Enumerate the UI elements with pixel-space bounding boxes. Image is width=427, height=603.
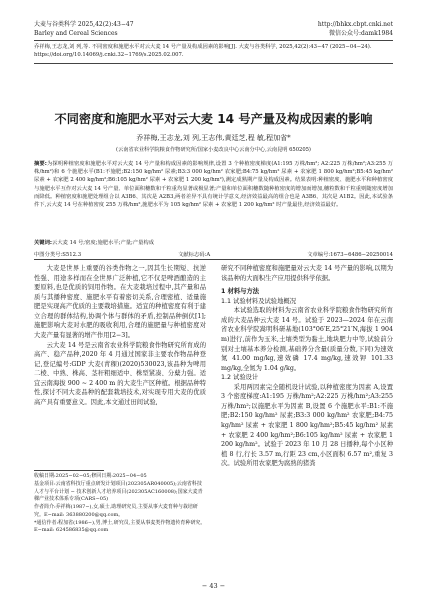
article-title: 不同密度和施肥水平对云大麦 14 号产量及构成因素的影响: [54, 112, 373, 126]
document-code: 文献标志码:A: [178, 252, 211, 258]
citation-rule: [34, 63, 393, 64]
paragraph: 研究不同种植密度和施肥量对云大麦 14 号产量的影响,以期为该品种的大面积生产应用提供科学依据。: [221, 265, 393, 282]
paragraph: 采用两因素完全随机设计试验,以种植密度为因素 A,设置 3 个密度梯度:A1:195 万株/hm²;A2:225 万株/hm²;A3:255 万株/hm²;以施肥水平为因素 B,设置 6 个施肥水平:B1:不施肥;B2:150 kg/hm² 尿素;B3:3 000 kg/hm² 农家肥;B4:75 kg/hm² 尿素 + 农家肥 1 800 kg/hm²;B5:45 kg/hm² 尿素 + 农家肥 2 400 kg/hm²;B6:105 kg/hm² 尿素 + 农家肥 1 200 kg/hm²。试验于 2023 年 10 月 28 日播种,每个小区种植 8 行,行长 3.57 m,行距 23 cm,小区面积 6.57 m²,重复 3 次。试验所用农家肥为腐熟的猪粪: [221, 383, 393, 468]
header-rule: [34, 40, 393, 41]
classification-line: [34, 250, 393, 258]
citation-block: 乔祥梅,王志龙,刘 列,等. 不同密度和施肥水平对云大麦 14 号产量及构成因素的影响[J]. 大麦与谷类科学, 2025,42(2):43−47 (2025−04−24). https://doi.org/10.14069/j.cnki.32−1769/s.2025.02.007.: [34, 44, 372, 58]
footnotes: [34, 473, 206, 535]
paragraph: 本试验选取的材料为云南省农业科学院粮食作物研究所育成的大麦品种云大麦 14 号。试验于 2023—2024 年在云南省农业科学院嵩明科研基地(103°06′E,25°21′N,海拔 1 904 m)进行,前作为玉米,土壤类型为黏土,地块肥力中等,试验前分别对土壤基本养分检测,基础养分含量(质量分数,下同)为速效氮 41.00 mg/kg,速效磷 17.4 mg/kg,速效钾 101.33 mg/kg,全氮为 1.04 g/kg。: [221, 307, 393, 372]
affiliation: (云南省农业科学院粮食作物研究所/国家小麦改良中心云南分中心,云南昆明 650205): [116, 147, 311, 153]
wechat-account: 微信公众号:damk1984: [328, 29, 393, 37]
journal-name-cn: 大麦与谷类科学 2025,42(2):43−47: [34, 21, 134, 28]
abstract-rule: [34, 259, 393, 260]
body-column-right: [221, 264, 393, 469]
footnote-corresponding: *通信作者:程加省(1986−),男,博士,研究员,主要从事麦类作物遗传育种研究。E−mail: 624586835@qq.com: [34, 519, 206, 533]
footnote-rule: [34, 470, 104, 471]
running-header-right: [193, 21, 393, 38]
keywords: [34, 240, 393, 248]
subsection-heading: 1.1 试验材料及试验地概况: [221, 297, 296, 305]
paragraph: 大麦是世界上重要的谷类作物之一,因其生长期短、抗逆性强、用途多样而在全世界广泛种植,它不仅是啤酒酿造的主要原料,也是优质的饲用作物。在大麦栽培过程中,其产量和品质与其播种密度、施肥水平有着密切关系,合理密植、适量施肥是实现高产优质的主要栽培措施。适宜的种植密度有利于建立合理的群体结构,协调个体与群体的矛盾,控制品种倒伏[1];施肥影响大麦对水肥的吸收利用,合理的施肥量与种植密度对大麦产量有显著的增产作用[2−3]。: [34, 265, 206, 339]
abstract: [34, 160, 393, 209]
article-number: 文章编号:1673−6486−20250014: [307, 252, 393, 258]
keywords-text: 云大麦 14 号;密度;施肥水平;产量;产量构成: [52, 240, 155, 246]
page-number: − 43 −: [201, 582, 226, 590]
section-heading: 1 材料与方法: [221, 288, 260, 296]
paragraph: 云大麦 14 号是云南省农业科学院粮食作物研究所育成的高产、稳产品种,2020 年 4 月通过国家非主要农作物品种登记,登记编号:GDP 大麦(青稞)(2020)530023,该品种为啤用二棱、中熟、株高、茎秆粗细适中、株型紧凑、分蘖力强。适宜云南海拔 900 ~ 2 400 m 的大麦生产区种植。根据品种特性,探讨不同大麦品种的配套栽培技术,对实现专用大麦的优质高产具有重要意义。因此,本文通过田间试验,: [34, 341, 206, 406]
keywords-label: 关键词:: [34, 240, 53, 246]
body-column-left: [34, 264, 206, 407]
footnote-funding: 基金项目:云南省科技厅重点研发计划项目(202305AR040005);云南省科技人才与平台计划 − 技术创新人才培养项目(202305AC160008);国家大麦青稞产业技术体系专项(CARS−05): [34, 481, 203, 502]
author-list: 乔祥梅,王志龙,刘 列,王志伟,黄廷芝,程 敏,程加省*: [136, 134, 291, 142]
subsection-heading: 1.2 试验设计: [221, 374, 259, 382]
abstract-text: 为探明种植密度和施肥水平对云大麦 14 号产量和构成因素的影响规律,设置 3 个种植密度梯度(A1:195 万株/hm²; A2:225 万株/hm²;A3:255 万株/hm²)和 6 个施肥水平(B1:不施肥;B2:150 kg/hm² 尿素;B3:3 000 kg/hm² 农家肥;B4:75 kg/hm² 尿素 + 农家肥 1 800 kg/hm²;B5:45 kg/hm² 尿素 + 农家肥 2 400 kg/hm²;B6:105 kg/hm² 尿素 + 农家肥 1 200 kg/hm²),测定成熟期产量及构成因素。结果表明:种植密度、施肥水平和种植密度与施肥水平互作对云大麦 14 号产量、单位面积穗数和千粒重均显著或极显著;产量和单位面积穗数随种植密度的增加而增加,穗粒数和千粒重则随密度增加而降低。种植密度和施肥处理组合以 A3B6、其次是 A2B3,两者差异不具有统计学意义,经济效益最高的组合也是 A3B6、其次是 A1B2。因此,本试验条件下,云大麦 14 号在种植密度 255 万株/hm²,施肥水平为 105 kg/hm² 尿素 + 农家肥 1 200 kg/hm² 时产量最佳,经济效益最好。: [34, 161, 393, 209]
footnote-received: 收稿日期:2025−02−05;修回日期:2025−04−05: [34, 473, 147, 479]
footnote-author: 作者简介:乔祥梅(1987−),女,硕士,助理研究员,主要从事大麦育种与栽培研究。E−mail: 363880200@qq.com。: [34, 504, 198, 518]
abstract-label: 摘要:: [34, 161, 47, 167]
clc-number: 中图分类号:S512.3: [34, 252, 82, 258]
journal-name-en: Barley and Cereal Sciences: [34, 29, 118, 37]
journal-url: http://bhkx.cbpt.cnki.net: [317, 21, 393, 28]
